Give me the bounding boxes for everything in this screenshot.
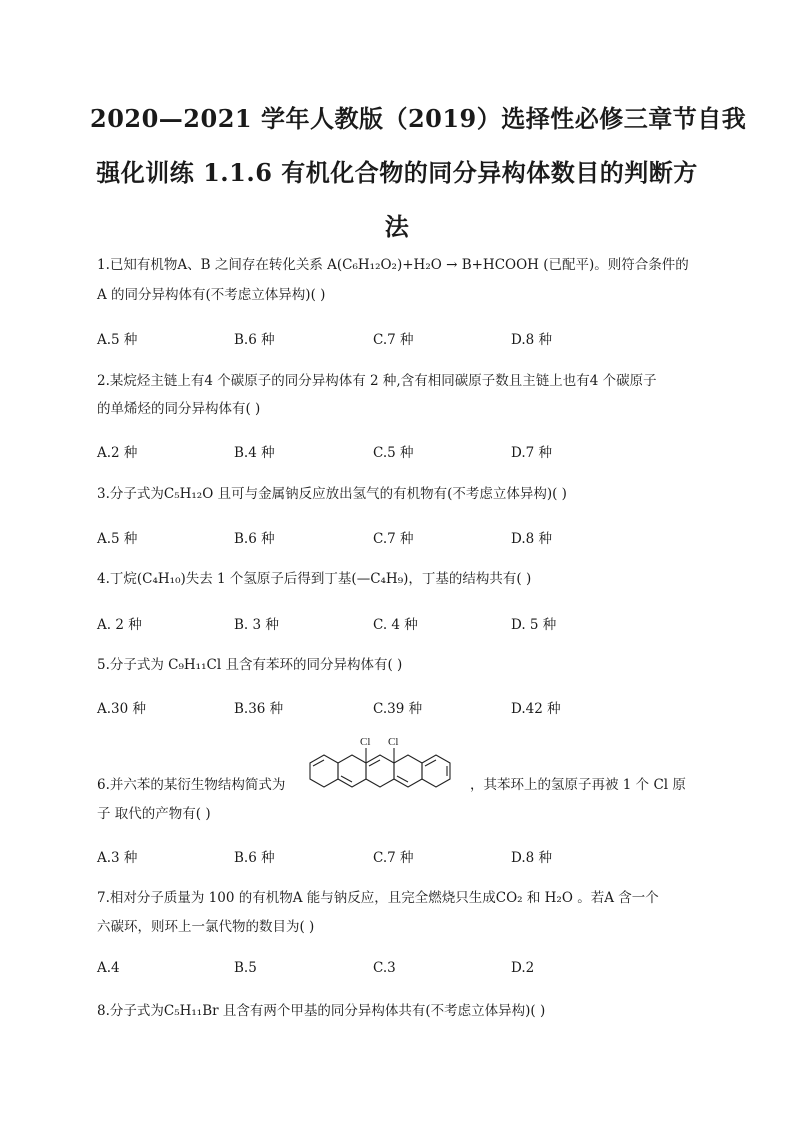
cl-label-right: Cl — [388, 736, 399, 748]
question-6-line-1-tail: ，其苯环上的氢原子再被 1 个 Cl 原 — [470, 777, 686, 793]
title-line-2: 强化训练 1.1.6 有机化合物的同分异构体数目的判断方 — [96, 158, 698, 187]
question-5-line-1: 5.分子式为 C₉H₁₁Cl 且含有苯环的同分异构体有( ) — [97, 657, 403, 673]
option-b: B.4 种 — [234, 445, 275, 461]
option-c: C. 4 种 — [373, 617, 418, 633]
option-b: B.6 种 — [234, 531, 275, 547]
option-d: D.7 种 — [511, 445, 553, 461]
option-a: A.4 — [97, 960, 120, 976]
question-1-line-2: A 的同分异构体有(不考虑立体异构)( ) — [97, 287, 326, 303]
option-c: C.7 种 — [373, 850, 414, 866]
question-1-line-1: 1.已知有机物A、B 之间存在转化关系 A(C₆H₁₂O₂)+H₂O → B+HCOOH (已配平)。则符合条件的 — [97, 257, 689, 273]
title-line-1: 2020—2021 学年人教版（2019）选择性必修三章节自我 — [90, 104, 747, 133]
option-d: D.2 — [511, 960, 535, 976]
title-line-3: 法 — [384, 212, 410, 241]
question-5-options — [97, 697, 617, 721]
question-6-line-1: 6.并六苯的某衍生物结构简式为 — [97, 777, 286, 793]
option-d: D.8 种 — [511, 850, 553, 866]
option-b: B. 3 种 — [234, 617, 279, 633]
option-b: B.6 种 — [234, 332, 275, 348]
option-c: C.39 种 — [373, 701, 423, 717]
option-a: A. 2 种 — [97, 617, 142, 633]
option-d: D. 5 种 — [511, 617, 557, 633]
question-2-line-1: 2.某烷烃主链上有4 个碳原子的同分异构体有 2 种,含有相同碳原子数且主链上也有4 个碳原子 — [97, 373, 657, 389]
question-4-options — [97, 613, 617, 637]
option-d: D.8 种 — [511, 332, 553, 348]
option-a: A.3 种 — [97, 850, 138, 866]
option-c: C.7 种 — [373, 531, 414, 547]
option-c: C.5 种 — [373, 445, 414, 461]
option-d: D.42 种 — [511, 701, 561, 717]
option-a: A.2 种 — [97, 445, 138, 461]
question-2-options — [97, 441, 617, 465]
option-b: B.5 — [234, 960, 257, 976]
option-a: A.5 种 — [97, 531, 138, 547]
question-1-options — [97, 328, 617, 352]
option-c: C.3 — [373, 960, 396, 976]
option-c: C.7 种 — [373, 332, 414, 348]
option-b: B.6 种 — [234, 850, 275, 866]
option-d: D.8 种 — [511, 531, 553, 547]
question-7-line-1: 7.相对分子质量为 100 的有机物A 能与钠反应，且完全燃烧只生成CO₂ 和 H₂O 。若A 含一个 — [97, 890, 659, 906]
question-6-line-2: 子 取代的产物有( ) — [97, 806, 211, 822]
question-7-options — [97, 960, 617, 984]
question-3-line-1: 3.分子式为C₅H₁₂O 且可与金属钠反应放出氢气的有机物有(不考虑立体异构)( ) — [97, 486, 567, 502]
question-7-line-2: 六碳环，则环上一氯代物的数目为( ) — [97, 919, 315, 935]
question-4-line-1: 4.丁烷(C₄H₁₀)失去 1 个氢原子后得到丁基(—C₄H₉)，丁基的结构共有( ) — [97, 571, 532, 587]
option-a: A.5 种 — [97, 332, 138, 348]
cl-label-left: Cl — [360, 736, 371, 748]
option-a: A.30 种 — [97, 701, 147, 717]
question-2-line-2: 的单烯烃的同分异构体有( ) — [97, 401, 261, 417]
question-8-line-1: 8.分子式为C₅H₁₁Br 且含有两个甲基的同分异构体共有(不考虑立体异构)( ) — [97, 1003, 546, 1019]
option-b: B.36 种 — [234, 701, 284, 717]
document-title — [90, 92, 747, 254]
question-3-options — [97, 527, 617, 551]
question-6-options — [97, 846, 617, 870]
hexacene-dichloro-structure — [296, 734, 468, 798]
